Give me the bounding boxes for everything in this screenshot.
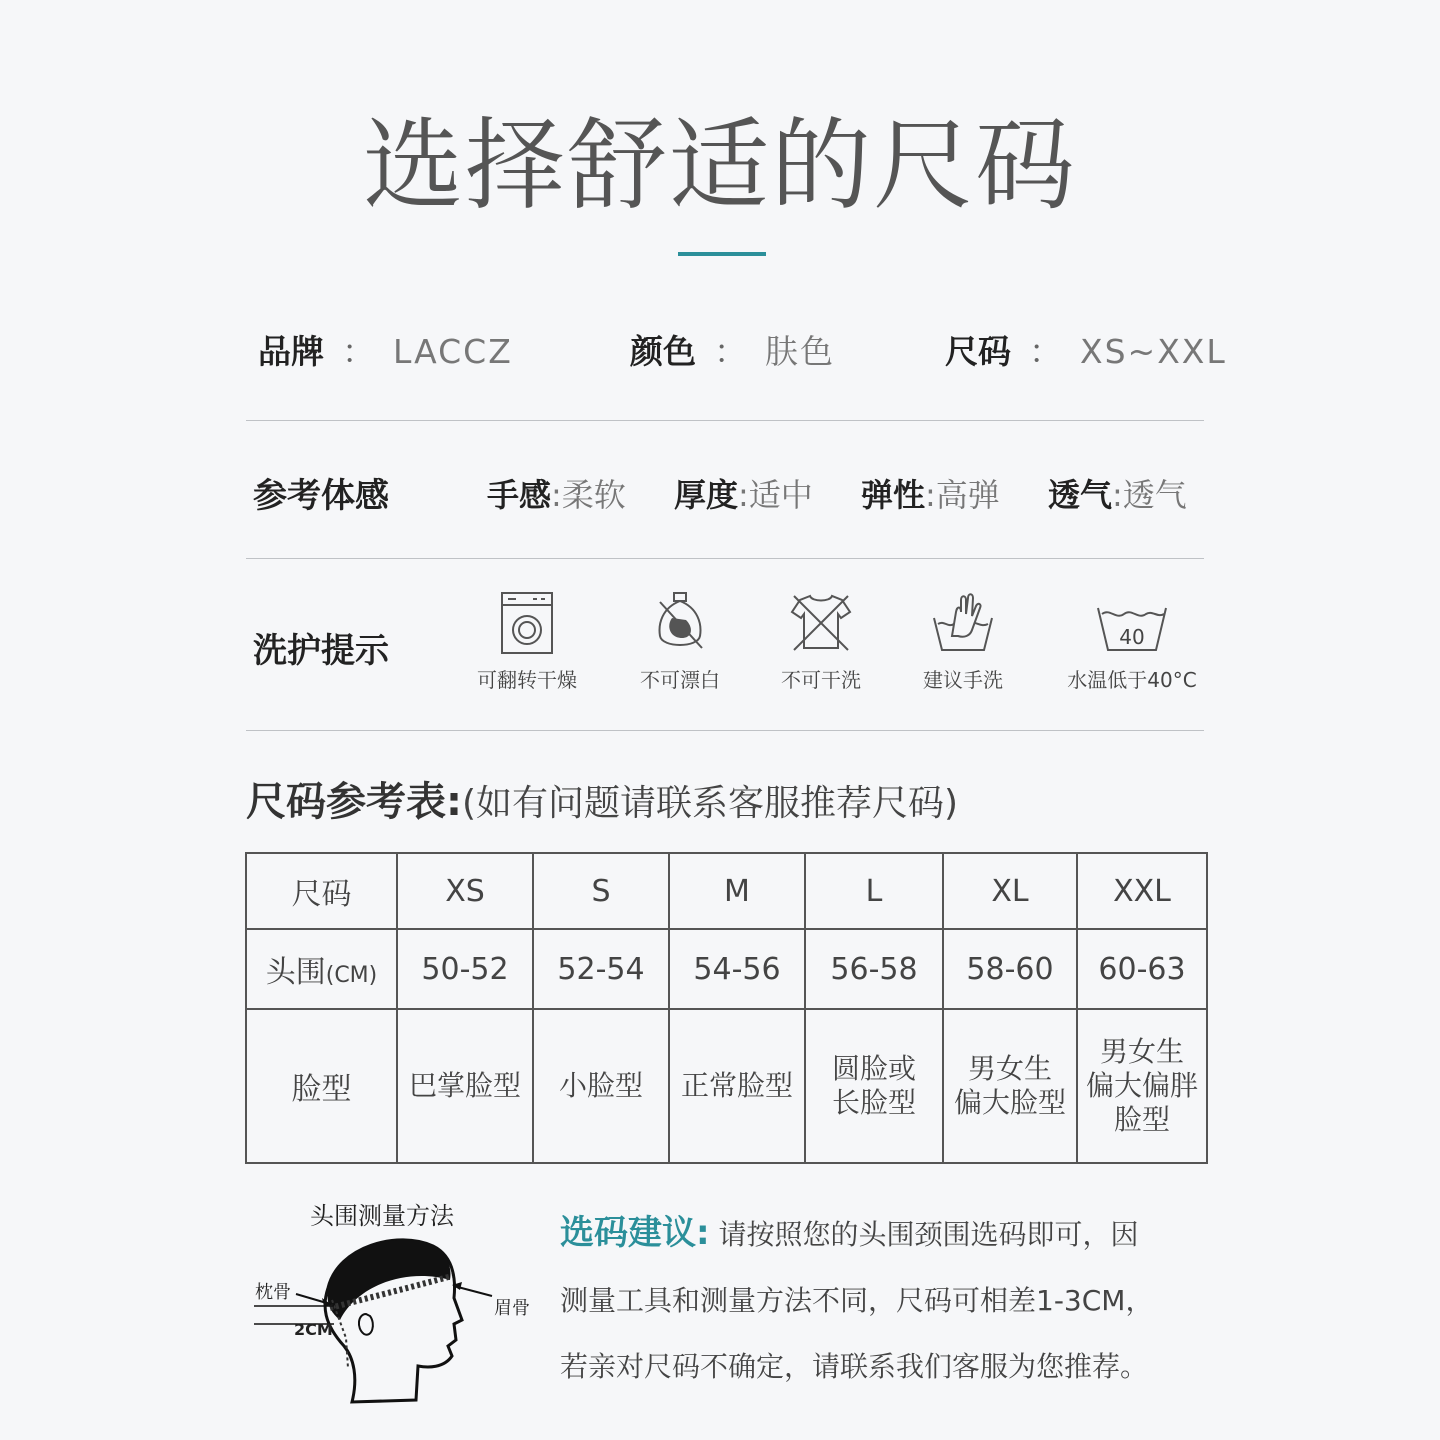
advice-heading: 选码建议:	[560, 1213, 710, 1253]
face-line: 圆脸或	[831, 1052, 916, 1085]
divider	[246, 420, 1204, 421]
hand-wash-icon	[930, 590, 996, 656]
wash-caption: 不可干洗	[781, 668, 861, 692]
wash-caption: 不可漂白	[640, 668, 720, 692]
table-cell-header	[246, 929, 397, 1009]
color-value: 肤色	[765, 332, 835, 371]
table-cell-face	[1077, 1009, 1207, 1163]
advice-text: 请按照您的头围颈围选码即可，因	[718, 1218, 1139, 1251]
wash-item-40c	[1057, 590, 1207, 693]
table-cell-face	[943, 1009, 1077, 1163]
size-chart-subtitle: (如有问题请联系客服推荐尺码)	[462, 783, 959, 824]
wash-40-icon	[1094, 590, 1170, 656]
no-dry-clean-icon	[788, 590, 854, 656]
feel-key: 透气	[1048, 476, 1113, 514]
table-cell-face	[533, 1009, 669, 1163]
feel-item-hand	[487, 470, 626, 516]
feel-item-breathable	[1048, 470, 1187, 516]
table-row-head	[246, 929, 1207, 1009]
face-line: 正常脸型	[680, 1069, 793, 1102]
feel-item-elasticity	[861, 470, 1000, 516]
face-line: 偏大脸型	[953, 1086, 1066, 1119]
table-cell-face	[397, 1009, 533, 1163]
feel-value: :透气	[1112, 476, 1187, 514]
table-row-size	[246, 853, 1207, 929]
table-cell-header: 脸型	[246, 1009, 397, 1163]
feel-key: 厚度	[674, 476, 739, 514]
feel-key: 手感	[487, 476, 552, 514]
no-bleach-icon	[652, 590, 708, 656]
separator: ：	[342, 332, 375, 371]
face-line: 长脸型	[831, 1086, 916, 1119]
head-unit: (CM)	[325, 963, 378, 988]
table-cell-face	[805, 1009, 943, 1163]
feel-label: 参考体感	[253, 476, 389, 516]
wash-item-no-bleach	[605, 590, 755, 693]
tumble-dry-icon	[499, 590, 555, 656]
feel-item-thickness	[674, 470, 813, 516]
wash-caption: 建议手洗	[923, 668, 1003, 692]
face-line: 偏大偏胖	[1085, 1069, 1198, 1102]
wash-caption: 可翻转干燥	[477, 668, 577, 692]
table-cell-head: 54-56	[669, 929, 805, 1009]
wash-item-hand-wash	[888, 590, 1038, 693]
table-cell-size: S	[533, 853, 669, 929]
advice-line	[560, 1200, 1220, 1268]
table-cell-size: XL	[943, 853, 1077, 929]
wash-label: 洗护提示	[253, 631, 389, 671]
table-cell-head: 60-63	[1077, 929, 1207, 1009]
size-info	[945, 326, 1227, 373]
feel-key: 弹性	[861, 476, 926, 514]
divider	[246, 730, 1204, 731]
occipital-label: 枕骨	[255, 1282, 291, 1303]
advice-line: 若亲对尺码不确定，请联系我们客服为您推荐。	[560, 1350, 1149, 1383]
head-label: 头围	[265, 955, 326, 990]
brow-label: 眉骨	[494, 1298, 530, 1319]
size-advice	[560, 1200, 1220, 1400]
table-cell-size: L	[805, 853, 943, 929]
table-cell-header: 尺码	[246, 853, 397, 929]
face-line: 巴掌脸型	[408, 1069, 521, 1102]
wash-caption: 水温低于40°C	[1067, 668, 1197, 692]
size-chart-heading: 尺码参考表:	[246, 779, 462, 825]
feel-value: :柔软	[551, 476, 626, 514]
wash-item-no-dry-clean	[746, 590, 896, 693]
wash-item-tumble-dry	[452, 590, 602, 693]
separator: ：	[714, 332, 747, 371]
size-table	[245, 852, 1208, 1164]
table-cell-head: 58-60	[943, 929, 1077, 1009]
brand-value: LACCZ	[393, 332, 513, 371]
table-cell-face	[669, 1009, 805, 1163]
table-cell-head: 52-54	[533, 929, 669, 1009]
table-cell-size: XS	[397, 853, 533, 929]
size-value: XS~XXL	[1080, 332, 1227, 371]
table-cell-head: 50-52	[397, 929, 533, 1009]
table-cell-head: 56-58	[805, 929, 943, 1009]
color-info	[630, 326, 835, 373]
feel-value: :高弹	[925, 476, 1000, 514]
wash-temp-text: 40	[1119, 625, 1145, 649]
table-row-face	[246, 1009, 1207, 1163]
color-label: 颜色	[630, 332, 696, 371]
face-line: 小脸型	[558, 1069, 643, 1102]
size-chart-title	[246, 770, 958, 827]
measure-title: 头围测量方法	[310, 1202, 454, 1230]
brand-info	[258, 326, 513, 373]
table-cell-size: XXL	[1077, 853, 1207, 929]
advice-line: 测量工具和测量方法不同，尺码可相差1-3CM，	[560, 1284, 1154, 1317]
face-line: 男女生	[1099, 1035, 1184, 1068]
face-line: 男女生	[967, 1052, 1052, 1085]
separator: ：	[1029, 332, 1062, 371]
title-accent-line	[678, 252, 766, 256]
page-title: 选择舒适的尺码	[363, 107, 1077, 224]
feel-value: :适中	[738, 476, 813, 514]
offset-label: 2CM	[294, 1320, 333, 1339]
brand-label: 品牌	[258, 332, 324, 371]
divider	[246, 558, 1204, 559]
table-cell-size: M	[669, 853, 805, 929]
face-line: 脸型	[1113, 1103, 1170, 1136]
size-label: 尺码	[945, 332, 1011, 371]
